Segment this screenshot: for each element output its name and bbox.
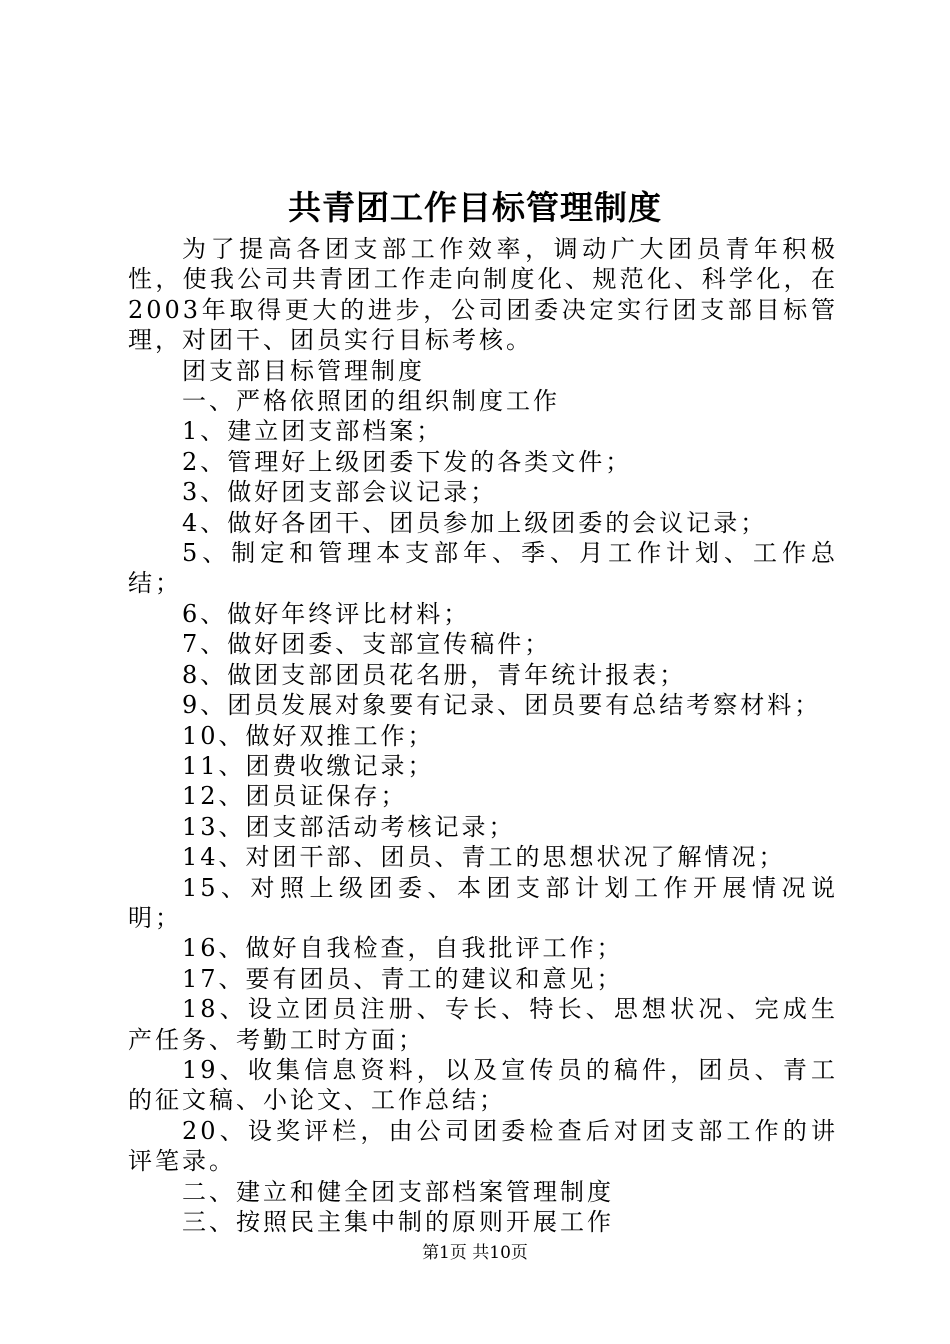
document-title: 共青团工作目标管理制度	[288, 188, 662, 227]
list-item: 7、做好团委、支部宣传稿件；	[182, 630, 552, 659]
page-number-footer: 第1页 共10页	[422, 1243, 528, 1263]
section-heading: 团支部目标管理制度	[182, 356, 425, 385]
section-heading: 一、严格依照团的组织制度工作	[182, 387, 560, 416]
list-item: 19、收集信息资料，以及宣传员的稿件，团员、青工的征文稿、小论文、工作总结；	[128, 1055, 838, 1115]
list-item: 3、做好团支部会议记录；	[182, 478, 498, 507]
list-item: 6、做好年终评比材料；	[182, 599, 471, 628]
document-body	[128, 234, 838, 1237]
list-item: 18、设立团员注册、专长、特长、思想状况、完成生产任务、考勤工时方面；	[128, 995, 838, 1054]
list-item: 20、设奖评栏，由公司团委检查后对团支部工作的讲评笔录。	[128, 1116, 838, 1176]
list-item: 5、制定和管理本支部年、季、月工作计划、工作总结；	[128, 539, 838, 598]
list-item: 2、管理好上级团委下发的各类文件；	[182, 447, 633, 476]
list-item: 10、做好双推工作；	[182, 721, 435, 750]
intro-paragraph: 为了提高各团支部工作效率，调动广大团员青年积极性，使我公司共青团工作走向制度化、规范化、科学化，在2003年取得更大的进步，公司团委决定实行团支部目标管理，对团干、团员实行目标考核。	[128, 235, 838, 355]
list-item: 1、建立团支部档案；	[182, 417, 444, 446]
section-heading: 三、按照民主集中制的原则开展工作	[182, 1208, 614, 1236]
list-item: 13、团支部活动考核记录；	[182, 812, 516, 841]
list-item: 12、团员证保存；	[182, 782, 408, 811]
list-item: 14、对团干部、团员、青工的思想状况了解情况；	[182, 843, 786, 872]
list-item: 15、对照上级团委、本团支部计划工作开展情况说明；	[128, 873, 838, 932]
section-heading: 二、建立和健全团支部档案管理制度	[182, 1177, 614, 1206]
list-item: 4、做好各团干、团员参加上级团委的会议记录；	[182, 508, 768, 537]
list-item: 9、团员发展对象要有记录、团员要有总结考察材料；	[182, 691, 822, 720]
list-item: 16、做好自我检查，自我批评工作；	[182, 934, 624, 963]
list-item: 11、团费收缴记录；	[182, 751, 435, 780]
list-item: 8、做团支部团员花名册，青年统计报表；	[182, 660, 687, 689]
list-item: 17、要有团员、青工的建议和意见；	[182, 964, 624, 993]
